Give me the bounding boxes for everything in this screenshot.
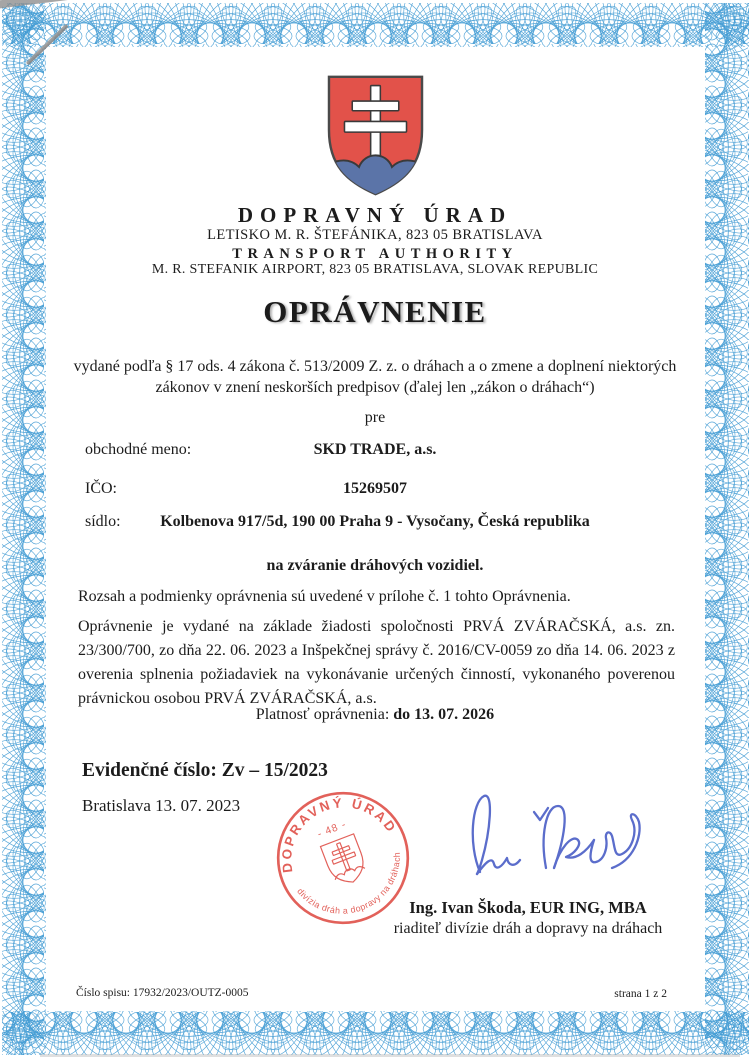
scan-bottom-streak bbox=[40, 1054, 740, 1057]
authority-name-sk: DOPRAVNÝ ÚRAD bbox=[237, 203, 513, 227]
legal-basis-text: vydané podľa § 17 ods. 4 zákona č. 513/2009 Z. z. o dráhach a o zmene a doplnení niektorých zákonov v znení neskorších predpisov (ďalej len „zákon o dráhach“) bbox=[73, 358, 677, 396]
signatory-role: riaditeľ divízie dráh a dopravy na dráhach bbox=[393, 920, 663, 937]
signature-handwriting bbox=[442, 772, 642, 892]
field-label: IČO: bbox=[85, 480, 117, 497]
file-number: Číslo spisu: 17932/2023/OUTZ-0005 bbox=[76, 987, 249, 999]
paragraph-scope-conditions: Rozsah a podmienky oprávnenia sú uvedené v prílohe č. 1 tohto Oprávnenia. bbox=[78, 588, 571, 605]
field-label: sídlo: bbox=[85, 513, 121, 530]
stamp-number: - 48 - bbox=[316, 819, 349, 841]
page-indicator: strana 1 z 2 bbox=[614, 988, 667, 1000]
authority-name-en: TRANSPORT AUTHORITY bbox=[232, 246, 518, 262]
validity-value: do 13. 07. 2026 bbox=[393, 706, 495, 723]
authority-address-sk: LETISKO M. R. ŠTEFÁNIKA, 823 05 BRATISLAVA bbox=[207, 227, 543, 243]
field-registered-office bbox=[78, 513, 672, 531]
place-and-date: Bratislava 13. 07. 2023 bbox=[82, 796, 241, 815]
document-title: OPRÁVNENIE bbox=[263, 294, 487, 329]
signatory-name: Ing. Ivan Škoda, EUR ING, MBA bbox=[409, 898, 647, 917]
authorization-scope: na zváranie dráhových vozidiel. bbox=[266, 557, 484, 574]
pre-label: pre bbox=[364, 409, 386, 426]
field-label: obchodné meno: bbox=[85, 441, 192, 458]
field-business-name bbox=[78, 441, 672, 459]
stamp-bottom-text: divízia dráh a dopravy na dráhach bbox=[295, 851, 402, 916]
stamp-top-text: DOPRAVNÝ ÚRAD bbox=[278, 795, 400, 874]
coat-of-arms-icon bbox=[322, 72, 429, 198]
authority-address-en: M. R. STEFANIK AIRPORT, 823 05 BRATISLAVA, SLOVAK REPUBLIC bbox=[151, 262, 599, 277]
field-company-id bbox=[78, 480, 672, 498]
field-value: 15269507 bbox=[343, 480, 407, 497]
evidence-number: Evidenčné číslo: Zv – 15/2023 bbox=[82, 760, 328, 781]
paragraph-issuance-basis: Oprávnenie je vydané na základe žiadosti spoločnosti PRVÁ ZVÁRAČSKÁ, a.s. zn. 23/300/700, zo dňa 22. 06. 2023 a Inšpekčnej správy č. 2016/CV-0059 zo dňa 14. 06. 2023 z overenia splnenia požiadaviek na vykonávanie určených činností, vykonaného poverenou právnickou osobou PRVÁ ZVÁRAČSKÁ, a.s. bbox=[78, 618, 675, 707]
field-value: Kolbenova 917/5d, 190 00 Praha 9 - Vysočany, Česká republika bbox=[160, 513, 590, 530]
validity-line bbox=[65, 706, 685, 724]
field-value: SKD TRADE, a.s. bbox=[313, 441, 437, 458]
validity-label: Platnosť oprávnenia: bbox=[255, 706, 390, 723]
